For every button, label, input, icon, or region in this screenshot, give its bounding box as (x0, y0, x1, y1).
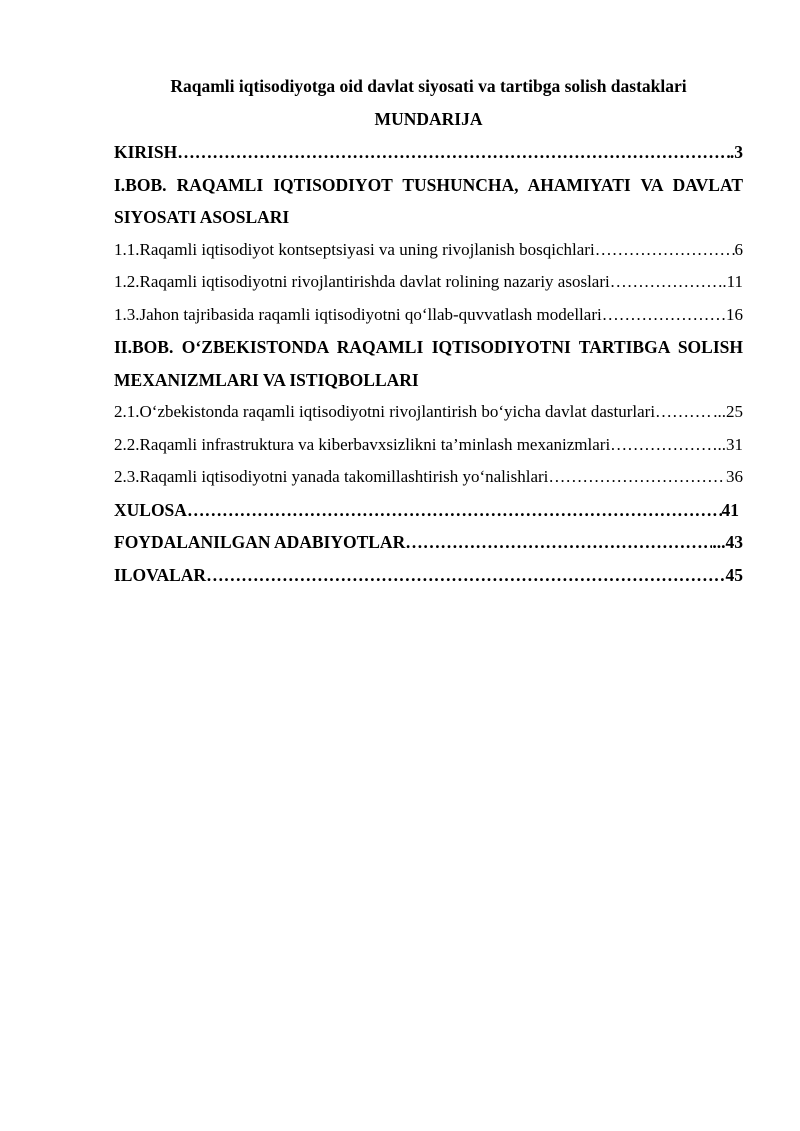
toc-entry-section-1-1[interactable] (114, 234, 743, 267)
toc-entry-appendices[interactable] (114, 559, 743, 592)
toc-entry-label: 1.3.Jahon tajribasida raqamli iqtisodiyotni qo‘llab-quvvatlash modellari (114, 304, 602, 324)
toc-page-number: 45 (725, 564, 743, 585)
leader-dots (187, 494, 722, 527)
toc-page-number: 41 (721, 499, 739, 520)
toc-entry-section-2-2[interactable] (114, 429, 743, 462)
toc-entry-label: ILOVALAR (114, 564, 207, 585)
toc-entry-section-1-3[interactable] (114, 299, 743, 332)
leader-dots (177, 136, 730, 169)
toc-entry-section-2-3[interactable] (114, 461, 743, 494)
toc-entry-label: 1.2.Raqamli iqtisodiyotni rivojlantirishda davlat rolining nazariy asoslari (114, 272, 610, 291)
toc-page-number: ...25 (713, 402, 743, 421)
toc-entry-label: 2.2.Raqamli infrastruktura va kiberbavxsizlikni ta’minlash mexanizmlari (114, 434, 611, 454)
toc-entry-section-2-1[interactable] (114, 396, 743, 429)
toc-entry-conclusion[interactable] (114, 494, 743, 527)
toc-entry-label: 1.1.Raqamli iqtisodiyot kontseptsiyasi va uning rivojlanish bosqichlari (114, 239, 595, 259)
toc-page-number: 6 (734, 239, 743, 259)
toc-heading: MUNDARIJA (374, 109, 483, 129)
toc-page-number: ..11 (718, 272, 743, 291)
toc-entry-section-1-2[interactable] (114, 266, 743, 299)
leader-dots (610, 429, 717, 462)
leader-dots (206, 559, 725, 592)
toc-entry-intro[interactable] (114, 136, 743, 169)
toc-page-number: ...43 (712, 532, 743, 552)
toc-page-number: .3 (729, 142, 743, 162)
toc-entry-label: XULOSA (114, 499, 187, 520)
document-page (114, 72, 743, 591)
toc-page-number: 16 (726, 304, 743, 324)
toc-entry-label: FOYDALANILGAN ADABIYOTLAR (114, 532, 406, 552)
toc-entry-label: KIRISH (114, 142, 178, 162)
document-title: Raqamli iqtisodiyotga oid davlat siyosati va tartibga solish dastaklari (170, 76, 687, 96)
toc-entry-label: 2.1.O‘zbekistonda raqamli iqtisodiyotni rivojlantirish bo‘yicha davlat dasturlari (114, 402, 656, 421)
toc-chapter-2-title[interactable]: II.BOB. O‘ZBEKISTONDA RAQAMLI IQTISODIYOTNI TARTIBGA SOLISH MEXANIZMLARI VA ISTIQBOLLARI (114, 337, 743, 390)
toc-entry-label: 2.3.Raqamli iqtisodiyotni yanada takomillashtirish yo‘nalishlari (114, 467, 549, 486)
leader-dots (595, 234, 735, 267)
toc-page-number: 36 (726, 467, 743, 486)
toc-chapter-1-title[interactable]: I.BOB. RAQAMLI IQTISODIYOT TUSHUNCHA, AHAMIYATI VA DAVLAT SIYOSATI ASOSLARI (114, 174, 743, 227)
leader-dots (655, 396, 713, 429)
toc-entry-references[interactable] (114, 526, 743, 559)
toc-page-number: ..31 (717, 434, 743, 454)
leader-dots (602, 299, 726, 332)
leader-dots (548, 461, 726, 494)
leader-dots (405, 526, 712, 559)
leader-dots (610, 266, 718, 299)
